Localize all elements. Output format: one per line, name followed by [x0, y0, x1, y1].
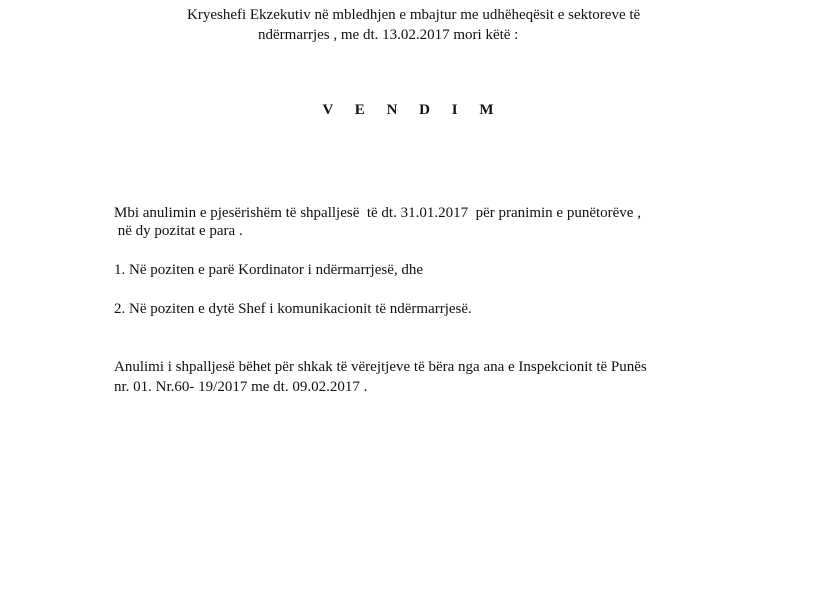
reason-line-2: nr. 01. Nr.60- 19/2017 me dt. 09.02.2017 .: [114, 379, 368, 395]
subject-line-2: në dy pozitat e para .: [114, 223, 243, 239]
intro-line-2: ndërmarrjes , me dt. 13.02.2017 mori këtë :: [258, 27, 519, 43]
decision-heading: V E N D I M: [322, 102, 503, 118]
intro-line-1: Kryeshefi Ekzekutiv në mbledhjen e mbajtur me udhëheqësit e sektoreve të: [187, 7, 641, 23]
position-item-2: 2. Në poziten e dytë Shef i komunikacionit të ndërmarrjesë.: [114, 301, 472, 317]
position-item-1: 1. Në poziten e parë Kordinator i ndërmarrjesë, dhe: [114, 262, 424, 278]
subject-line-1: Mbi anulimin e pjesërishëm të shpalljesë të dt. 31.01.2017 për pranimin e punëtorëve ,: [114, 205, 641, 221]
reason-line-1: Anulimi i shpalljesë bëhet për shkak të vërejtjeve të bëra nga ana e Inspekcionit të Punës: [114, 359, 647, 375]
